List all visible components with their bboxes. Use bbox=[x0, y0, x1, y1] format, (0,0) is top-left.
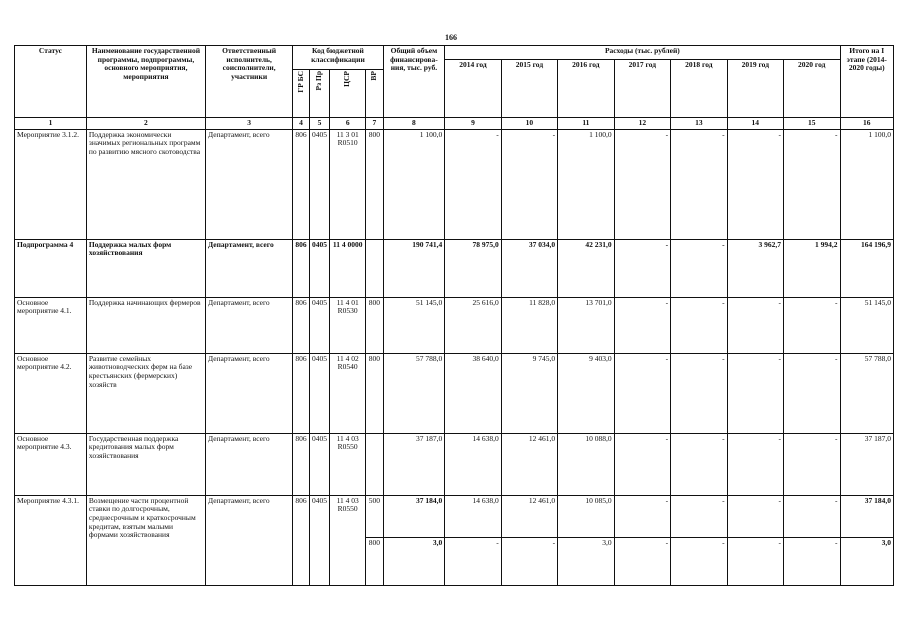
row-year-value: 3,0 bbox=[558, 537, 614, 585]
row-year-value: - bbox=[727, 297, 783, 353]
row-total: 1 100,0 bbox=[383, 129, 445, 239]
row-status: Основное мероприятие 4.3. bbox=[15, 433, 87, 495]
row-vr bbox=[366, 433, 383, 495]
row-year-value: 1 994,2 bbox=[784, 239, 840, 297]
row-csr: 11 4 03 R0550 bbox=[330, 495, 366, 585]
column-number: 2 bbox=[86, 118, 205, 130]
column-number: 15 bbox=[784, 118, 840, 130]
column-number: 12 bbox=[614, 118, 670, 130]
row-year-value: - bbox=[784, 353, 840, 433]
row-year-value: - bbox=[671, 537, 727, 585]
column-number: 16 bbox=[840, 118, 894, 130]
row-year-value: - bbox=[614, 297, 670, 353]
row-year-value: - bbox=[727, 129, 783, 239]
table-row bbox=[15, 129, 894, 239]
row-year-value: - bbox=[501, 129, 557, 239]
row-year-value: - bbox=[784, 495, 840, 537]
column-number: 4 bbox=[293, 118, 309, 130]
header-year: 2019 год bbox=[727, 60, 783, 118]
row-grbs: 806 bbox=[293, 433, 309, 495]
row-responsible: Департамент, всего bbox=[205, 239, 292, 297]
column-number: 6 bbox=[330, 118, 366, 130]
row-year-value: 78 975,0 bbox=[445, 239, 501, 297]
header-year: 2014 год bbox=[445, 60, 501, 118]
row-stage-total: 164 196,9 bbox=[840, 239, 894, 297]
row-year-value: 10 085,0 bbox=[558, 495, 614, 537]
row-year-value: - bbox=[614, 537, 670, 585]
table-row bbox=[15, 297, 894, 353]
row-year-value: - bbox=[614, 495, 670, 537]
row-status: Мероприятие 4.3.1. bbox=[15, 495, 87, 585]
row-year-value: 1 100,0 bbox=[558, 129, 614, 239]
row-year-value: 9 745,0 bbox=[501, 353, 557, 433]
row-csr: 11 3 01 R0510 bbox=[330, 129, 366, 239]
column-number: 5 bbox=[309, 118, 330, 130]
header-total-volume: Общий объем финансирова-ния, тыс. руб. bbox=[383, 46, 445, 118]
row-grbs: 806 bbox=[293, 239, 309, 297]
row-year-value: 9 403,0 bbox=[558, 353, 614, 433]
row-year-value: - bbox=[784, 297, 840, 353]
column-number: 9 bbox=[445, 118, 501, 130]
row-stage-total: 51 145,0 bbox=[840, 297, 894, 353]
table-row bbox=[15, 495, 894, 537]
row-total: 37 187,0 bbox=[383, 433, 445, 495]
row-year-value: 3 962,7 bbox=[727, 239, 783, 297]
row-year-value: - bbox=[614, 129, 670, 239]
row-vr: 800 bbox=[366, 353, 383, 433]
row-year-value: - bbox=[445, 129, 501, 239]
row-year-value: 14 638,0 bbox=[445, 495, 501, 537]
column-number: 10 bbox=[501, 118, 557, 130]
row-year-value: - bbox=[671, 495, 727, 537]
row-name: Развитие семейных животноводческих ферм на базе крестьянских (фермерских) хозяйств bbox=[86, 353, 205, 433]
row-year-value: - bbox=[671, 433, 727, 495]
row-csr: 11 4 03 R0550 bbox=[330, 433, 366, 495]
budget-table bbox=[14, 45, 894, 586]
row-year-value: - bbox=[727, 353, 783, 433]
table-row bbox=[15, 433, 894, 495]
row-year-value: 12 461,0 bbox=[501, 433, 557, 495]
row-status: Подпрограмма 4 bbox=[15, 239, 87, 297]
row-year-value: - bbox=[614, 433, 670, 495]
column-number: 8 bbox=[383, 118, 445, 130]
row-vr: 800 bbox=[366, 537, 383, 585]
row-responsible: Департамент, всего bbox=[205, 297, 292, 353]
row-total: 57 788,0 bbox=[383, 353, 445, 433]
row-total: 3,0 bbox=[383, 537, 445, 585]
row-responsible: Департамент, всего bbox=[205, 129, 292, 239]
row-rzpr: 0405 bbox=[309, 495, 330, 585]
row-year-value: 37 034,0 bbox=[501, 239, 557, 297]
row-year-value: 10 088,0 bbox=[558, 433, 614, 495]
row-year-value: - bbox=[501, 537, 557, 585]
table-row bbox=[15, 239, 894, 297]
header-year: 2017 год bbox=[614, 60, 670, 118]
row-rzpr: 0405 bbox=[309, 353, 330, 433]
row-year-value: - bbox=[614, 353, 670, 433]
column-number: 11 bbox=[558, 118, 614, 130]
column-number: 7 bbox=[366, 118, 383, 130]
row-status: Мероприятие 3.1.2. bbox=[15, 129, 87, 239]
column-number: 14 bbox=[727, 118, 783, 130]
page-number: 166 bbox=[445, 33, 457, 42]
row-year-value: - bbox=[784, 537, 840, 585]
row-vr: 800 bbox=[366, 129, 383, 239]
row-year-value: 42 231,0 bbox=[558, 239, 614, 297]
header-responsible: Ответственный исполнитель, соисполнители, участники bbox=[205, 46, 292, 118]
row-rzpr: 0405 bbox=[309, 433, 330, 495]
row-year-value: - bbox=[727, 433, 783, 495]
row-responsible: Департамент, всего bbox=[205, 433, 292, 495]
row-stage-total: 57 788,0 bbox=[840, 353, 894, 433]
row-year-value: - bbox=[727, 537, 783, 585]
row-total: 51 145,0 bbox=[383, 297, 445, 353]
header-year: 2020 год bbox=[784, 60, 840, 118]
row-name: Возмещение части процентной ставки по долгосрочным, среднесрочным и краткосрочным кредитам, взятым малыми формами хозяйствования bbox=[86, 495, 205, 585]
row-rzpr: 0405 bbox=[309, 239, 330, 297]
column-number: 1 bbox=[15, 118, 87, 130]
row-year-value: 13 701,0 bbox=[558, 297, 614, 353]
row-csr: 11 4 01 R0530 bbox=[330, 297, 366, 353]
header-year: 2018 год bbox=[671, 60, 727, 118]
row-grbs: 806 bbox=[293, 297, 309, 353]
header-name: Наименование государственной программы, подпрограммы, основного мероприятия, мероприятия bbox=[86, 46, 205, 118]
row-grbs: 806 bbox=[293, 495, 309, 585]
row-name: Поддержка экономически значимых региональных программ по развитию мясного скотоводства bbox=[86, 129, 205, 239]
row-year-value: - bbox=[671, 353, 727, 433]
row-year-value: 12 461,0 bbox=[501, 495, 557, 537]
row-rzpr: 0405 bbox=[309, 297, 330, 353]
row-name: Поддержка начинающих фермеров bbox=[86, 297, 205, 353]
row-stage-total: 1 100,0 bbox=[840, 129, 894, 239]
row-stage-total: 37 184,0 bbox=[840, 495, 894, 537]
header-grbs: ГР БС bbox=[293, 70, 309, 118]
row-vr: 500 bbox=[366, 495, 383, 537]
table-row bbox=[15, 353, 894, 433]
row-year-value: - bbox=[727, 495, 783, 537]
row-stage-total: 37 187,0 bbox=[840, 433, 894, 495]
row-year-value: - bbox=[671, 239, 727, 297]
row-year-value: 14 638,0 bbox=[445, 433, 501, 495]
row-year-value: 25 616,0 bbox=[445, 297, 501, 353]
row-total: 190 741,4 bbox=[383, 239, 445, 297]
row-vr bbox=[366, 239, 383, 297]
row-total: 37 184,0 bbox=[383, 495, 445, 537]
row-year-value: - bbox=[671, 129, 727, 239]
header-stage-total: Итого на I этапе (2014-2020 годы) bbox=[840, 46, 894, 118]
row-status: Основное мероприятие 4.2. bbox=[15, 353, 87, 433]
header-rzpr: Рз Пр bbox=[309, 70, 330, 118]
header-year: 2016 год bbox=[558, 60, 614, 118]
row-csr: 11 4 0000 bbox=[330, 239, 366, 297]
column-number: 13 bbox=[671, 118, 727, 130]
row-year-value: 11 828,0 bbox=[501, 297, 557, 353]
header-status: Статус bbox=[15, 46, 87, 118]
row-vr: 800 bbox=[366, 297, 383, 353]
row-stage-total: 3,0 bbox=[840, 537, 894, 585]
row-grbs: 806 bbox=[293, 353, 309, 433]
row-year-value: - bbox=[614, 239, 670, 297]
header-vr: ВР bbox=[366, 70, 383, 118]
row-responsible: Департамент, всего bbox=[205, 495, 292, 585]
row-year-value: - bbox=[784, 129, 840, 239]
row-name: Поддержка малых форм хозяйствования bbox=[86, 239, 205, 297]
row-status: Основное мероприятие 4.1. bbox=[15, 297, 87, 353]
row-name: Государственная поддержка кредитования малых форм хозяйствования bbox=[86, 433, 205, 495]
row-grbs: 806 bbox=[293, 129, 309, 239]
row-responsible: Департамент, всего bbox=[205, 353, 292, 433]
row-rzpr: 0405 bbox=[309, 129, 330, 239]
header-year: 2015 год bbox=[501, 60, 557, 118]
header-csr: ЦСР bbox=[330, 70, 366, 118]
row-year-value: - bbox=[784, 433, 840, 495]
header-code-group: Код бюджетной классификации bbox=[293, 46, 383, 70]
row-csr: 11 4 02 R0540 bbox=[330, 353, 366, 433]
row-year-value: - bbox=[445, 537, 501, 585]
header-expenses-group: Расходы (тыс. рублей) bbox=[445, 46, 840, 60]
column-number: 3 bbox=[205, 118, 292, 130]
row-year-value: - bbox=[671, 297, 727, 353]
row-year-value: 38 640,0 bbox=[445, 353, 501, 433]
